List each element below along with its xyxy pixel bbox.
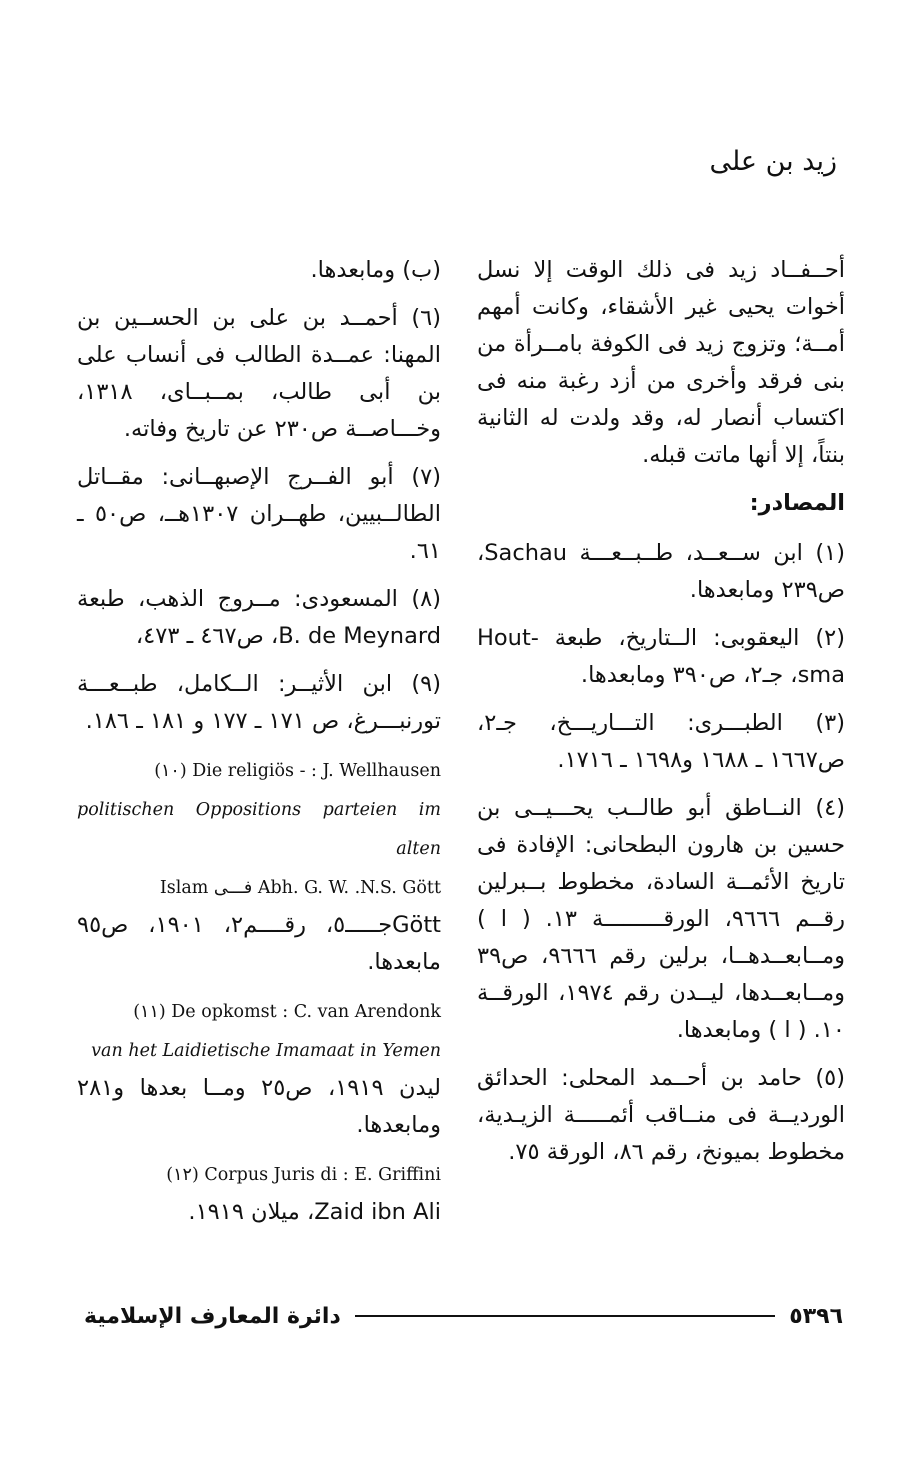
source-entry-5: (٥) حامد بن أحــمد المحلى: الحدائق الورديــة فى منــاقب أئمـــــة الزيـدية، مخطوط بميونخ، رقم ٨٦، الورقة ٧٥. xyxy=(477,1065,845,1165)
page-number: ٥٣٩٦ xyxy=(789,1303,843,1329)
source-entry-4: (٤) النــاطق أبو طالــب يحـــيــى بن حسين بن هارون البطحانى: الإفادة فى تاريخ الأئمــة السادة، مخطوط بــبرلين رقــم ٩٦٦٦، الورقـــــــــة ١٣. ( ا ) ومــابعــدهــا، برلين رقم ٩٦٦٦، ص٣٩ ومــابعــدها، ليــدن رقم ١٩٧٤، الورقــة ١٠. ( ا ) ومابعدها. xyxy=(477,795,845,1043)
running-title: زيد بن على xyxy=(709,146,837,177)
source-entry-12: Corpus Juris di : E. Griffini (١٢) Zaid ibn Ali، ميلان ١٩١٩. xyxy=(166,1165,441,1225)
sources-heading: المصادر: xyxy=(749,490,845,516)
source-entry-10: Die religiös - : J. Wellhausen (١٠) politischen Oppositions parteien im alten Abh. G. W. .N.S. Gött فـــى Islam Göttجـــــ٥، رقــــم٢، ١٩٠١، ص٩٥ مابعدها. xyxy=(77,761,441,975)
left-column xyxy=(77,252,441,1242)
source-entry-3: (٣) الطبـــرى: التـــاريـــخ، جـ٢، ص١٦٦٧ ـ ١٦٨٨ و١٦٩٨ ـ ١٧١٦. xyxy=(477,710,845,773)
source-continuation: (ب) ومابعدها. xyxy=(310,257,441,283)
source-entry-11: De opkomst : C. van Arendonk (١١) van het Laidietische Imamaat in Yemen ليدن ١٩١٩، ص٢٥ ومــا بعدها و٢٨١ ومابعدها. xyxy=(77,1002,441,1138)
encyclopedia-title: دائرة المعارف الإسلامية xyxy=(84,1303,341,1329)
source-entry-6: (٦) أحمــد بن على بن الحســين بن المهنا: عمــدة الطالب فى أنساب على بن أبى طالب، بمــبــاى، ١٣١٨، وخـــاصــة ص٢٣٠ عن تاريخ وفاته. xyxy=(77,305,441,442)
right-column xyxy=(477,252,845,1182)
footer-rule xyxy=(355,1315,776,1317)
source-entry-8: (٨) المسعودى: مــروج الذهب، طبعة B. de Meynard، ص٤٦٧ ـ ٤٧٣، xyxy=(77,586,441,649)
source-entry-7: (٧) أبو الفــرج الإصبهــانى: مقــاتل الطالــبيين، طهــران ١٣٠٧هــ، ص٥٠ ـ ٦١. xyxy=(77,464,441,564)
source-entry-1: (١) ابن ســعــد، طــبــعـــة Sachau، ص٢٣٩ ومابعدها. xyxy=(477,540,845,603)
source-entry-9: (٩) ابن الأثيــر: الــكامل، طبــعـــة تورنبـــرغ، ص ١٧١ ـ ١٧٧ و ١٨١ ـ ١٨٦. xyxy=(77,671,441,734)
source-entry-2: (٢) اليعقوبى: الــتاريخ، طبعة Hout- sma، جـ٢، ص٣٩٠ ومابعدها. xyxy=(477,625,845,688)
page-footer xyxy=(84,1296,843,1336)
body-paragraph: أحــفــاد زيد فى ذلك الوقت إلا نسل أخوات يحيى غير الأشقاء، وكانت أمهم أمــة؛ وتزوج زيد فى الكوفة بامــرأة من بنى فرقد وأخرى من أزد رغبة منه فى اكتساب أنصار له، وقد ولدت له الثانية بنتاً، إلا أنها ماتت قبله. xyxy=(477,257,845,468)
